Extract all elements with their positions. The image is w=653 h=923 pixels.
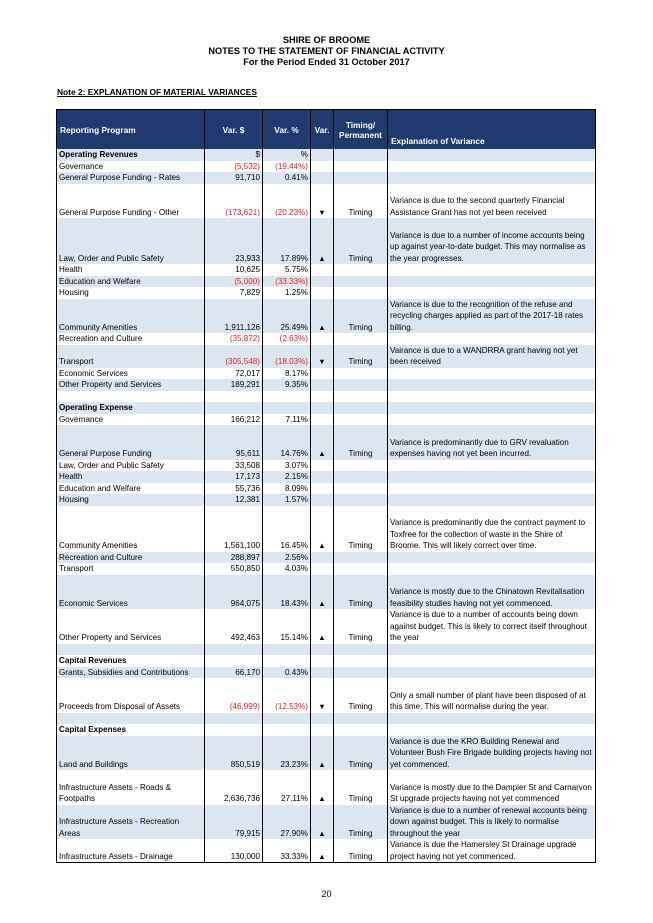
cell-timing: Timing [334,805,388,840]
cell-var-pct [263,391,311,403]
cell-timing: Timing [334,609,388,644]
cell-timing: Timing [334,839,388,863]
cell-var-indicator [311,276,334,288]
cell-timing [334,264,388,276]
cell-var-dollar: 492,463 [205,609,263,644]
table-row [57,667,596,679]
cell-program: Community Amenities [57,506,205,552]
table-row [57,333,596,345]
cell-var-indicator: ▲ [311,839,334,863]
cell-explanation: Vairance is due to a WANDRRA grant having not yet been received [388,345,596,368]
cell-var-indicator [311,724,334,736]
cell-timing [334,379,388,391]
cell-var-pct: (18.03%) [263,345,311,368]
cell-var-indicator [311,471,334,483]
cell-var-indicator [311,161,334,173]
cell-var-indicator: ▲ [311,299,334,334]
cell-timing [334,287,388,299]
col-header-var-dollar: Var. $ [205,110,263,150]
table-row [57,264,596,276]
cell-var-indicator [311,333,334,345]
cell-explanation [388,368,596,380]
cell-var-dollar: 189,291 [205,379,263,391]
cell-var-pct: 0.41% [263,172,311,184]
cell-explanation [388,287,596,299]
cell-var-indicator [311,149,334,161]
cell-program: Education and Welfare [57,483,205,495]
cell-program: Governance [57,161,205,173]
cell-var-dollar: 17,173 [205,471,263,483]
cell-var-pct: 23.23% [263,736,311,771]
cell-var-indicator [311,667,334,679]
cell-var-pct: (33.33%) [263,276,311,288]
cell-timing [334,276,388,288]
cell-timing [334,172,388,184]
table-row [57,287,596,299]
cell-var-dollar: 66,170 [205,667,263,679]
cell-var-pct [263,644,311,656]
cell-explanation: Variance is predominantly due the contract payment to Toxfree for the collection of waste in the Shire of Broome. This will likely correct over time. [388,506,596,552]
table-row [57,368,596,380]
cell-var-indicator [311,414,334,426]
table-header-row [57,110,596,150]
cell-var-indicator: ▲ [311,506,334,552]
cell-explanation [388,379,596,391]
cell-program: Other Property and Services [57,609,205,644]
variance-table [56,109,596,863]
col-header-timing: Timing/ Permanent [334,110,388,150]
cell-var-dollar: 7,829 [205,287,263,299]
cell-timing: Timing [334,425,388,460]
cell-var-dollar: 850,519 [205,736,263,771]
cell-var-pct: 5.75% [263,264,311,276]
cell-explanation [388,414,596,426]
cell-timing [334,713,388,725]
cell-timing [334,149,388,161]
report-period: For the Period Ended 31 October 2017 [243,57,410,67]
cell-timing [334,161,388,173]
cell-var-pct: (12.53%) [263,678,311,713]
cell-timing [334,460,388,472]
cell-var-pct: % [263,149,311,161]
cell-program [57,391,205,403]
cell-timing [334,333,388,345]
table-row [57,425,596,460]
col-header-var-pct: Var. % [263,110,311,150]
cell-timing: Timing [334,506,388,552]
cell-var-dollar: 166,212 [205,414,263,426]
cell-timing [334,494,388,506]
cell-explanation [388,552,596,564]
cell-timing [334,724,388,736]
cell-explanation: Variance is due the KRO Building Renewal and Volunteer Bush Fire Brigade building projects having not yet commenced. [388,736,596,771]
cell-var-dollar: 23,933 [205,218,263,264]
cell-var-pct: 27.90% [263,805,311,840]
cell-var-pct: 1.57% [263,494,311,506]
cell-var-dollar: 1,561,100 [205,506,263,552]
cell-var-pct: 9.35% [263,379,311,391]
cell-var-dollar: 964,075 [205,575,263,610]
cell-program: Health [57,264,205,276]
table-row [57,149,596,161]
cell-program: Capital Expenses [57,724,205,736]
table-row [57,391,596,403]
cell-program: Law, Order and Public Safety [57,460,205,472]
cell-timing: Timing [334,218,388,264]
cell-var-pct: (20.23%) [263,184,311,219]
cell-var-indicator [311,368,334,380]
cell-explanation: Variance is mostly due to the Dampier St and Carnarvon St upgrade projects having not yet commenced [388,770,596,805]
cell-var-indicator: ▲ [311,805,334,840]
cell-program: Education and Welfare [57,276,205,288]
cell-var-indicator [311,391,334,403]
cell-timing [334,667,388,679]
table-row [57,414,596,426]
cell-explanation [388,724,596,736]
table-row [57,563,596,575]
cell-var-indicator [311,483,334,495]
cell-program: Recreation and Culture [57,333,205,345]
cell-explanation [388,667,596,679]
cell-var-pct [263,713,311,725]
cell-timing [334,655,388,667]
cell-explanation: Variance is due the Hamersley St Drainage upgrade project having not yet commenced. [388,839,596,863]
cell-var-dollar: 95,611 [205,425,263,460]
cell-explanation [388,713,596,725]
cell-var-dollar: 130,000 [205,839,263,863]
cell-var-dollar: 79,915 [205,805,263,840]
cell-var-pct: 3.07% [263,460,311,472]
cell-var-indicator [311,287,334,299]
cell-program: General Purpose Funding - Other [57,184,205,219]
cell-program [57,713,205,725]
cell-var-indicator [311,494,334,506]
cell-var-dollar: 550,850 [205,563,263,575]
cell-explanation [388,161,596,173]
cell-program: Health [57,471,205,483]
cell-var-dollar: (46,999) [205,678,263,713]
cell-explanation [388,655,596,667]
cell-program: Capital Revenues [57,655,205,667]
cell-var-dollar: 91,710 [205,172,263,184]
cell-program: Economic Services [57,368,205,380]
cell-var-dollar: (305,548) [205,345,263,368]
cell-explanation [388,460,596,472]
report-title: NOTES TO THE STATEMENT OF FINANCIAL ACTIVITY [208,46,445,56]
cell-var-pct: 8.09% [263,483,311,495]
cell-program: Infrastructure Assets - Recreation Areas [57,805,205,840]
cell-var-pct: 16.45% [263,506,311,552]
cell-explanation: Variance is due to the second quarterly Financial Assistance Grant has not yet been received [388,184,596,219]
cell-program: Proceeds from Disposal of Assets [57,678,205,713]
cell-program: Infrastructure Assets - Roads & Footpaths [57,770,205,805]
cell-program: Governance [57,414,205,426]
cell-timing: Timing [334,575,388,610]
cell-explanation [388,391,596,403]
cell-var-dollar: (173,621) [205,184,263,219]
cell-timing: Timing [334,678,388,713]
cell-var-indicator [311,264,334,276]
cell-program: Housing [57,287,205,299]
cell-program: Transport [57,345,205,368]
cell-timing [334,402,388,414]
cell-var-indicator: ▼ [311,345,334,368]
table-row [57,345,596,368]
cell-var-pct: 18.43% [263,575,311,610]
table-row [57,805,596,840]
cell-explanation [388,149,596,161]
cell-explanation: Variance is due to a number of income accounts being up against year-to-date budget. This may normalise as the year progresses. [388,218,596,264]
cell-program: Recreation and Culture [57,552,205,564]
cell-program: Other Property and Services [57,379,205,391]
table-row [57,471,596,483]
cell-program: Economic Services [57,575,205,610]
cell-var-indicator: ▲ [311,425,334,460]
cell-timing: Timing [334,299,388,334]
cell-var-pct: 0.43% [263,667,311,679]
cell-explanation [388,471,596,483]
cell-var-dollar: 10,625 [205,264,263,276]
cell-var-dollar: 33,508 [205,460,263,472]
cell-var-dollar: 288,897 [205,552,263,564]
cell-var-pct: 25.49% [263,299,311,334]
cell-var-indicator: ▲ [311,218,334,264]
cell-var-dollar: $ [205,149,263,161]
cell-var-dollar: 1,911,126 [205,299,263,334]
table-row [57,460,596,472]
table-row [57,552,596,564]
table-row [57,218,596,264]
table-row [57,713,596,725]
cell-program: Transport [57,563,205,575]
table-row [57,678,596,713]
cell-var-indicator: ▲ [311,609,334,644]
cell-var-dollar [205,402,263,414]
table-row [57,402,596,414]
cell-explanation: Variance is due to a number of accounts being down against budget. This is likely to correct itself throughout the year [388,609,596,644]
col-header-var: Var. [311,110,334,150]
cell-var-indicator [311,402,334,414]
table-row [57,483,596,495]
cell-var-pct: (19.44%) [263,161,311,173]
cell-var-indicator [311,460,334,472]
cell-explanation: Variance is predominantly due to GRV revaluation expenses having not yet been incurred. [388,425,596,460]
cell-timing [334,471,388,483]
table-row [57,506,596,552]
cell-program: Law, Order and Public Safety [57,218,205,264]
cell-var-dollar [205,644,263,656]
cell-timing [334,483,388,495]
cell-timing [334,414,388,426]
table-row [57,609,596,644]
table-row [57,494,596,506]
cell-var-pct [263,724,311,736]
cell-program: Land and Buildings [57,736,205,771]
cell-explanation [388,494,596,506]
cell-var-indicator: ▲ [311,575,334,610]
cell-var-indicator [311,713,334,725]
cell-program: Operating Revenues [57,149,205,161]
cell-explanation [388,172,596,184]
cell-program: Operating Expense [57,402,205,414]
cell-var-dollar [205,713,263,725]
cell-explanation [388,644,596,656]
cell-var-pct: 15.14% [263,609,311,644]
cell-var-indicator [311,563,334,575]
cell-explanation [388,333,596,345]
cell-var-indicator [311,172,334,184]
cell-var-pct: 7.11% [263,414,311,426]
table-row [57,655,596,667]
cell-var-pct: 27.11% [263,770,311,805]
cell-explanation: Variance is due to a number of renewal accounts being down against budget. This is likely to normalise throughout the year [388,805,596,840]
cell-program: Community Amenities [57,299,205,334]
cell-timing [334,368,388,380]
table-row [57,575,596,610]
table-row [57,839,596,863]
cell-timing: Timing [334,770,388,805]
cell-program: Housing [57,494,205,506]
cell-var-dollar: 2,636,736 [205,770,263,805]
cell-var-indicator: ▲ [311,736,334,771]
cell-timing [334,552,388,564]
cell-var-indicator [311,644,334,656]
cell-var-dollar: (5,000) [205,276,263,288]
cell-program: General Purpose Funding [57,425,205,460]
cell-var-pct: 4.03% [263,563,311,575]
cell-var-dollar: 72,017 [205,368,263,380]
cell-var-pct: (2.63%) [263,333,311,345]
cell-explanation [388,264,596,276]
table-row [57,379,596,391]
cell-explanation [388,563,596,575]
cell-explanation: Variance is due to the recognition of the refuse and recycling charges applied as part of the 2017-18 rates billing. [388,299,596,334]
cell-explanation: Only a small number of plant have been disposed of at this time. This will normalise during the year. [388,678,596,713]
cell-var-dollar: 55,736 [205,483,263,495]
cell-var-dollar [205,655,263,667]
cell-var-dollar [205,391,263,403]
variance-table-body [57,149,596,863]
cell-var-pct: 14.76% [263,425,311,460]
cell-explanation [388,483,596,495]
cell-program: Grants, Subsidies and Contributions [57,667,205,679]
table-row [57,184,596,219]
cell-timing: Timing [334,184,388,219]
cell-var-dollar: 12,381 [205,494,263,506]
cell-var-pct [263,402,311,414]
cell-var-pct: 8.17% [263,368,311,380]
table-row [57,161,596,173]
table-row [57,299,596,334]
cell-explanation [388,402,596,414]
cell-program [57,644,205,656]
table-row [57,276,596,288]
cell-timing: Timing [334,345,388,368]
cell-var-dollar: (5,532) [205,161,263,173]
cell-var-dollar [205,724,263,736]
cell-var-pct: 2.56% [263,552,311,564]
cell-var-indicator [311,379,334,391]
cell-var-pct: 17.89% [263,218,311,264]
cell-timing [334,644,388,656]
cell-var-indicator [311,552,334,564]
cell-var-pct: 33.33% [263,839,311,863]
cell-timing [334,563,388,575]
page-number: 20 [321,889,332,899]
col-header-program: Reporting Program [57,110,205,150]
cell-program: Infrastructure Assets - Drainage [57,839,205,863]
table-row [57,736,596,771]
report-org-title: SHIRE OF BROOME [282,35,371,45]
col-header-explanation: Explanation of Variance [388,110,596,150]
cell-var-pct [263,655,311,667]
cell-timing: Timing [334,736,388,771]
cell-var-dollar: (35,872) [205,333,263,345]
table-row [57,770,596,805]
cell-var-indicator: ▼ [311,184,334,219]
note-title: Note 2: EXPLANATION OF MATERIAL VARIANCES [57,87,257,97]
cell-timing [334,391,388,403]
cell-explanation: Variance is mostly due to the Chinatown Revitalisation feasibility studies having not yet commenced. [388,575,596,610]
cell-var-indicator [311,655,334,667]
cell-var-indicator: ▲ [311,770,334,805]
table-row [57,172,596,184]
cell-program: General Purpose Funding - Rates [57,172,205,184]
cell-explanation [388,276,596,288]
cell-var-indicator: ▼ [311,678,334,713]
table-row [57,644,596,656]
cell-var-pct: 1.25% [263,287,311,299]
cell-var-pct: 2.15% [263,471,311,483]
table-row [57,724,596,736]
